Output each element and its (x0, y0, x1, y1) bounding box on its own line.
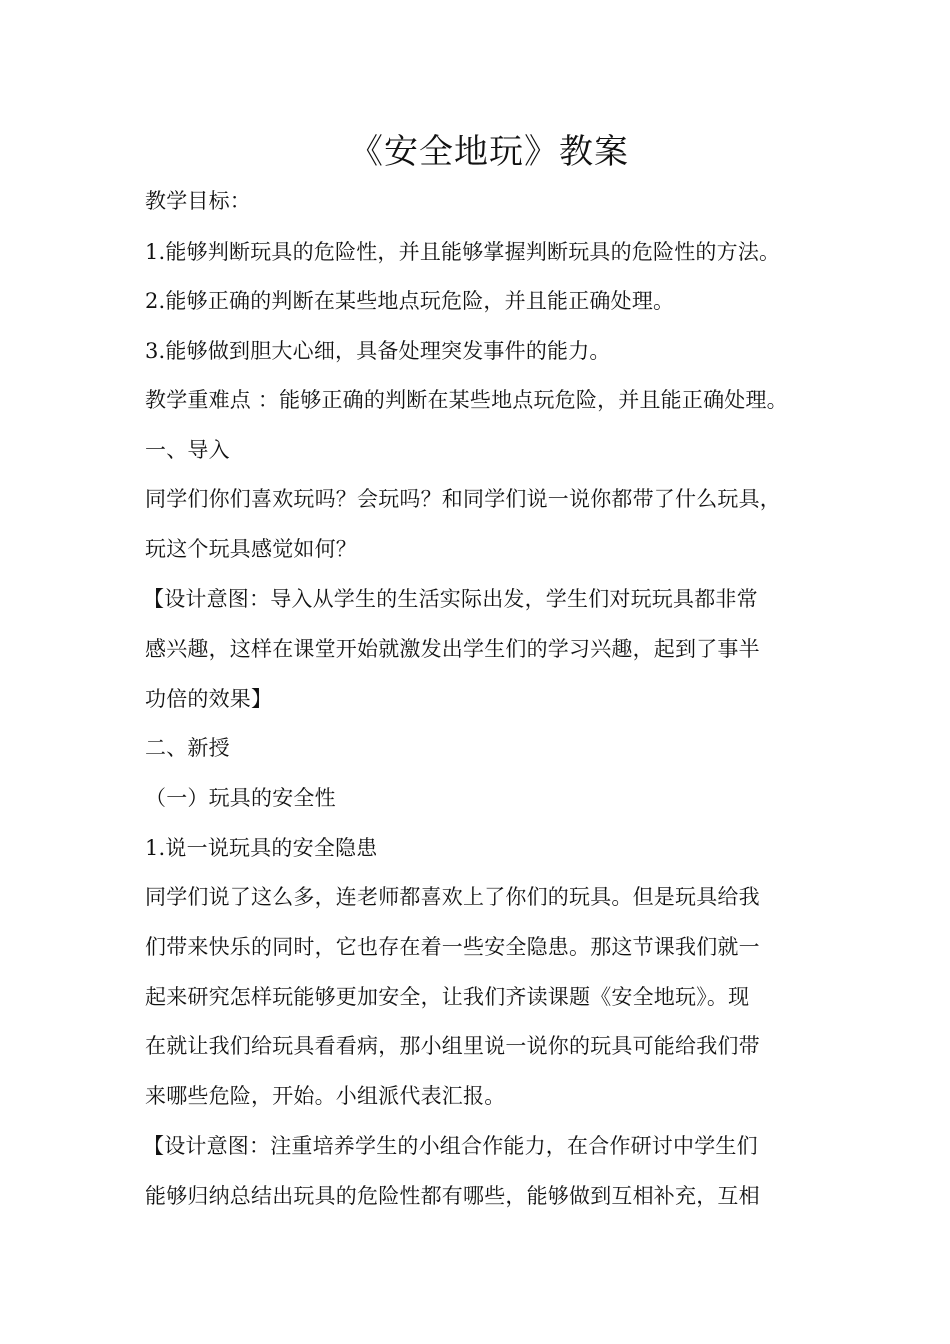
section-heading: 一、导入 (145, 438, 230, 462)
text-line: 起来研究怎样玩能够更加安全，让我们齐读课题《安全地玩》。现 (145, 985, 750, 1009)
design-intent-line: 【设计意图：注重培养学生的小组合作能力，在合作研讨中学生们 (143, 1134, 758, 1158)
design-intent-line: 能够归纳总结出玩具的危险性都有哪些，能够做到互相补充，互相 (145, 1184, 760, 1208)
text-line: 在就让我们给玩具看看病，那小组里说一说你的玩具可能给我们带 (145, 1034, 760, 1058)
design-intent-line: 感兴趣，这样在课堂开始就激发出学生们的学习兴趣，起到了事半 (145, 637, 760, 661)
text-line: 玩这个玩具感觉如何？ (145, 537, 357, 561)
text-line: 同学们你们喜欢玩吗？会玩吗？和同学们说一说你都带了什么玩具， (145, 487, 781, 511)
text-line: 教学目标： (145, 189, 251, 213)
text-line: 来哪些危险，开始。小组派代表汇报。 (145, 1084, 506, 1108)
text-line: 1.能够判断玩具的危险性，并且能够掌握判断玩具的危险性的方法。 (145, 240, 781, 264)
document-title: 《安全地玩》教案 (349, 132, 629, 172)
text-line: 1.说一说玩具的安全隐患 (145, 836, 378, 860)
text-line: 们带来快乐的同时，它也存在着一些安全隐患。那这节课我们就一 (145, 935, 760, 959)
design-intent-line: 【设计意图：导入从学生的生活实际出发，学生们对玩玩具都非常 (143, 587, 758, 611)
section-heading: 二、新授 (145, 736, 230, 760)
text-line: 3.能够做到胆大心细，具备处理突发事件的能力。 (145, 339, 611, 363)
text-line: 2.能够正确的判断在某些地点玩危险，并且能正确处理。 (145, 289, 675, 313)
subsection-heading: （一）玩具的安全性 (145, 786, 336, 810)
design-intent-line: 功倍的效果】 (145, 687, 273, 711)
text-line: 教学重难点 ：能够正确的判断在某些地点玩危险，并且能正确处理。 (145, 388, 788, 412)
text-line: 同学们说了这么多，连老师都喜欢上了你们的玩具。但是玩具给我 (145, 885, 760, 909)
